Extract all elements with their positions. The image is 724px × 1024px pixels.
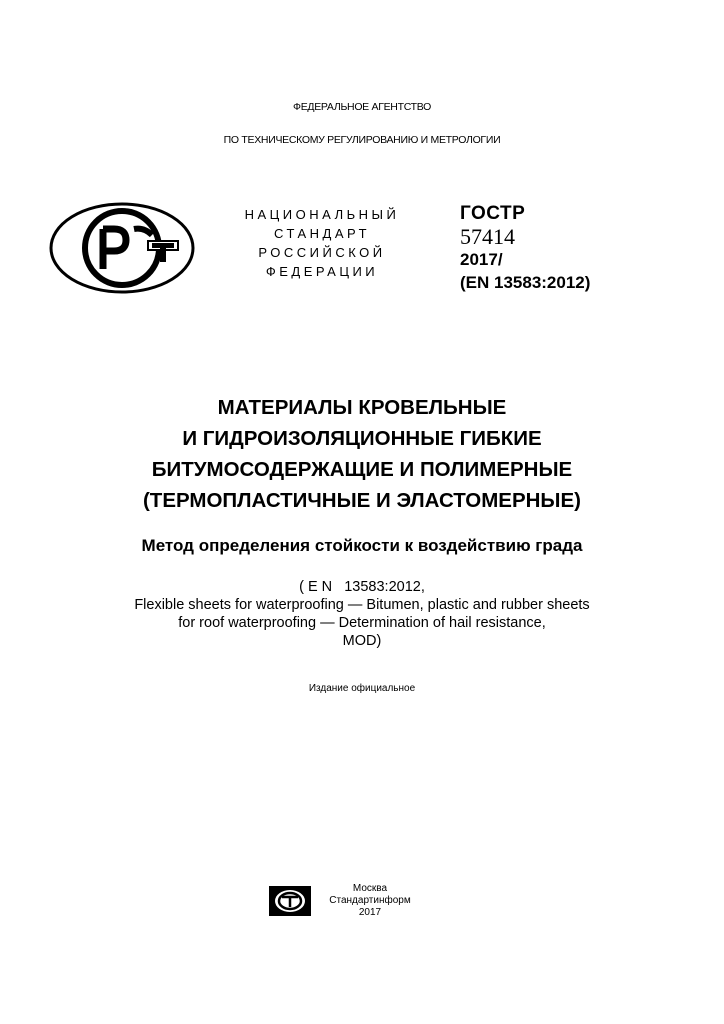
gost-number: 57414 [460, 224, 515, 249]
agency-name-line1: ФЕДЕРАЛЬНОЕ АГЕНТСТВО [293, 101, 431, 113]
english-reference-line1: ( E N 13583:2012, [299, 579, 425, 595]
standard-type-block [222, 205, 422, 281]
gost-label: ГОСТР [460, 203, 526, 224]
publisher-name: Стандартинформ [329, 895, 411, 906]
standard-type-line4: ФЕДЕРАЦИИ [265, 264, 379, 279]
english-reference-line4: MOD) [342, 633, 382, 649]
publisher-year: 2017 [358, 907, 382, 918]
gost-designation [460, 203, 590, 295]
english-reference-line3: for roof waterproofing — Determination of hail resistance, [178, 615, 546, 631]
gost-en-reference: (EN 13583:2012) [460, 273, 591, 292]
publisher-logo-icon [268, 885, 312, 917]
standard-type-line3: РОССИЙСКОЙ [258, 245, 386, 260]
document-subtitle: Метод определения стойкости к воздействию града [141, 536, 583, 555]
edition-note: Издание официальное [308, 683, 416, 694]
gost-year: 2017/ [460, 250, 503, 269]
standard-type-line1: НАЦИОНАЛЬНЫЙ [244, 207, 400, 222]
english-reference [0, 578, 724, 650]
publisher-city: Москва [352, 883, 388, 894]
agency-name-line2: ПО ТЕХНИЧЕСКОМУ РЕГУЛИРОВАНИЮ И МЕТРОЛОГИИ [223, 134, 501, 146]
document-title [0, 392, 724, 516]
title-line3: БИТУМОСОДЕРЖАЩИЕ И ПОЛИМЕРНЫЕ [151, 458, 573, 481]
title-line2: И ГИДРОИЗОЛЯЦИОННЫЕ ГИБКИЕ [182, 427, 542, 450]
title-line1: МАТЕРИАЛЫ КРОВЕЛЬНЫЕ [217, 396, 507, 419]
standard-type-line2: СТАНДАРТ [273, 226, 371, 241]
gost-r-logo-icon [48, 201, 196, 295]
english-reference-line2: Flexible sheets for waterproofing — Bitumen, plastic and rubber sheets [134, 597, 590, 613]
publisher-block [320, 883, 420, 919]
title-line4: (ТЕРМОПЛАСТИЧНЫЕ И ЭЛАСТОМЕРНЫЕ) [142, 489, 582, 512]
